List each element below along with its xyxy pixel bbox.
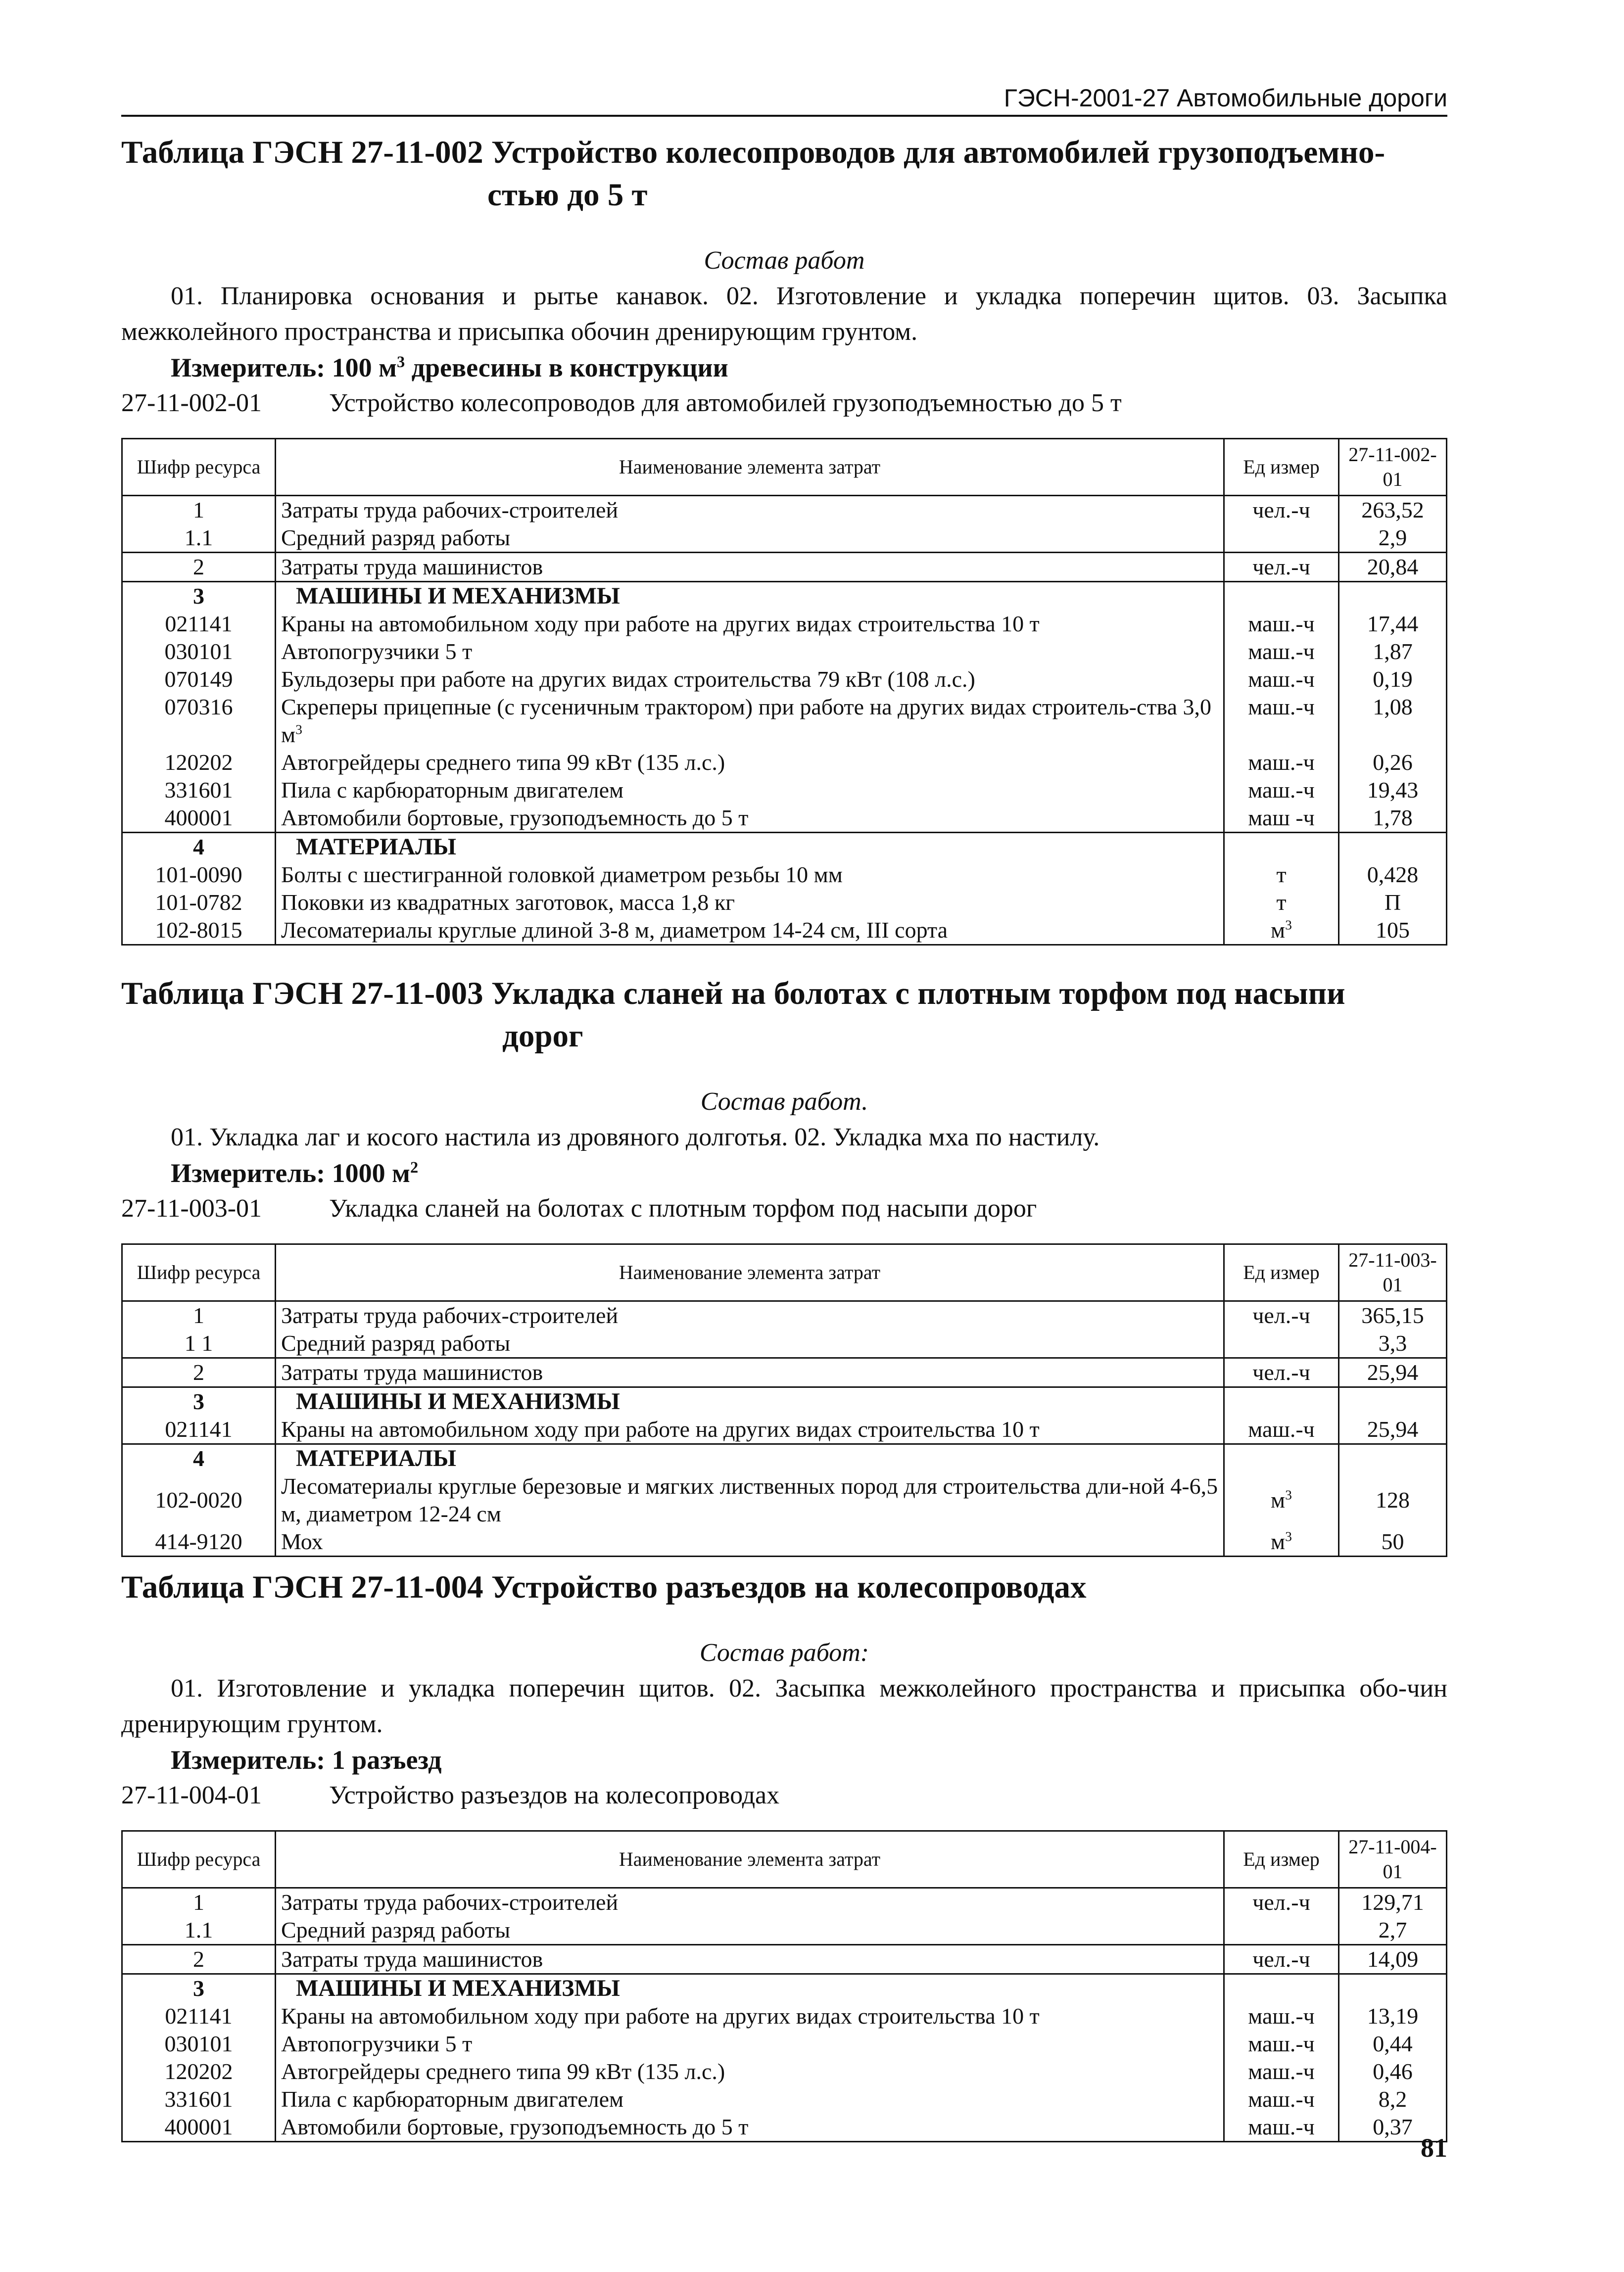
cell-code: 331601 — [122, 2085, 276, 2113]
cell-name: Средний разряд работы — [276, 1916, 1224, 1945]
cell-value: 1,08 — [1339, 693, 1447, 749]
section-title-line1: Таблица ГЭСН 27-11-003 Укладка сланей на болотах с плотным торфом под насыпи — [121, 976, 1345, 1011]
section-title-line2: стью до 5 т — [487, 177, 648, 213]
cell-code: 1 — [122, 1301, 276, 1330]
cell-name: Автомобили бортовые, грузоподъемность до 5 т — [276, 804, 1224, 833]
meter-sup: 2 — [410, 1159, 419, 1177]
cell-value — [1339, 1974, 1447, 2003]
cell-code: 1 1 — [122, 1329, 276, 1358]
cell-code: 070316 — [122, 693, 276, 749]
cell-code: 3 — [122, 1974, 276, 2003]
section-title — [121, 131, 1447, 216]
table-section-27-11-004 — [121, 1566, 1447, 2142]
cell-value: 20,84 — [1339, 553, 1447, 582]
table-section-27-11-003 — [121, 972, 1447, 1557]
cell-name: Пила с карбюраторным двигателем — [276, 2085, 1224, 2113]
cell-code: 400001 — [122, 804, 276, 833]
cell-code: 120202 — [122, 749, 276, 776]
cell-unit: чел.-ч — [1224, 553, 1339, 582]
cell-code: 4 — [122, 1444, 276, 1473]
group-row-materials — [122, 1444, 1447, 1473]
cell-value: 1,78 — [1339, 804, 1447, 833]
cell-unit — [1224, 833, 1339, 861]
norm-line — [121, 1778, 1447, 1813]
cell-value: 1,87 — [1339, 638, 1447, 665]
running-header: ГЭСН-2001-27 Автомобильные дороги — [1003, 84, 1447, 112]
cell-name: Автопогрузчики 5 т — [276, 638, 1224, 665]
cell-unit: маш.-ч — [1224, 2058, 1339, 2085]
cell-unit: чел.-ч — [1224, 1358, 1339, 1387]
header-code: Шифр ресурса — [122, 1831, 276, 1888]
cell-name: Пила с карбюраторным двигателем — [276, 776, 1224, 804]
cell-name: Затраты труда рабочих-строителей — [276, 1301, 1224, 1330]
table-row — [122, 2085, 1447, 2113]
cell-unit: маш.-ч — [1224, 749, 1339, 776]
cell-unit: чел.-ч — [1224, 1888, 1339, 1917]
header-rule — [121, 115, 1447, 117]
meter-rest: древесины в конструкции — [405, 353, 728, 382]
cell-value: 25,94 — [1339, 1416, 1447, 1444]
header-name: Наименование элемента затрат — [276, 1831, 1224, 1888]
cell-name: Автомобили бортовые, грузоподъемность до 5 т — [276, 2113, 1224, 2142]
cell-unit — [1224, 1387, 1339, 1416]
cell-unit: маш.-ч — [1224, 776, 1339, 804]
cell-name: Лесоматериалы круглые длиной 3-8 м, диаметром 14-24 см, III сорта — [276, 916, 1224, 945]
norm-name: Устройство колесопроводов для автомобилей грузоподъемностью до 5 т — [329, 389, 1122, 417]
cell-unit: маш.-ч — [1224, 2085, 1339, 2113]
section-title — [121, 1566, 1447, 1609]
group-row-machines — [122, 582, 1447, 611]
table-row — [122, 638, 1447, 665]
cell-value: 14,09 — [1339, 1945, 1447, 1974]
measurement-unit — [121, 1155, 1447, 1191]
cell-code: 070149 — [122, 665, 276, 693]
cell-unit: маш.-ч — [1224, 2113, 1339, 2142]
unit-text: м — [1271, 1529, 1286, 1554]
cell-name-text: Скреперы прицепные (с гусеничным трактором) при работе на других видах строитель-ства 3,0 м — [281, 694, 1212, 747]
cell-unit — [1224, 524, 1339, 553]
cell-name: Бульдозеры при работе на других видах строительства 79 кВт (108 л.с.) — [276, 665, 1224, 693]
page-number: 81 — [1421, 2133, 1447, 2163]
cell-code: 400001 — [122, 2113, 276, 2142]
table-row — [122, 665, 1447, 693]
table-header-row — [122, 1831, 1447, 1888]
cell-value: П — [1339, 889, 1447, 916]
cell-name: Болты с шестигранной головкой диаметром резьбы 10 мм — [276, 861, 1224, 889]
cell-value: 105 — [1339, 916, 1447, 945]
composition-label: Состав работ: — [699, 1639, 869, 1667]
cell-code: 030101 — [122, 638, 276, 665]
table-row — [122, 1301, 1447, 1330]
cell-code: 030101 — [122, 2030, 276, 2058]
cell-value: 2,7 — [1339, 1916, 1447, 1945]
table-row — [122, 2002, 1447, 2030]
cell-unit — [1224, 1472, 1339, 1528]
header-unit: Ед измер — [1224, 1831, 1339, 1888]
meter-label: Измеритель: 1000 м — [171, 1158, 410, 1188]
composition-label: Состав работ. — [700, 1088, 868, 1116]
cell-unit — [1224, 916, 1339, 945]
cell-unit: маш.-ч — [1224, 1416, 1339, 1444]
cell-code: 1 — [122, 1888, 276, 1917]
table-row — [122, 1416, 1447, 1444]
table-row — [122, 861, 1447, 889]
measurement-unit — [121, 1742, 1447, 1778]
group-title: МАШИНЫ И МЕХАНИЗМЫ — [276, 1387, 1224, 1416]
table-row — [122, 2030, 1447, 2058]
cell-unit: маш.-ч — [1224, 693, 1339, 749]
cell-code: 120202 — [122, 2058, 276, 2085]
cell-value — [1339, 833, 1447, 861]
cell-name: Автопогрузчики 5 т — [276, 2030, 1224, 2058]
unit-sup: 3 — [1285, 1528, 1292, 1544]
cell-name: Поковки из квадратных заготовок, масса 1,8 кг — [276, 889, 1224, 916]
cell-unit: чел.-ч — [1224, 496, 1339, 524]
measurement-unit — [121, 350, 1447, 385]
table-header-row — [122, 439, 1447, 496]
header-norm: 27-11-004-01 — [1339, 1831, 1447, 1888]
resource-table — [121, 438, 1447, 946]
table-row — [122, 1888, 1447, 1917]
header-name: Наименование элемента затрат — [276, 1244, 1224, 1301]
table-row — [122, 749, 1447, 776]
cell-code: 021141 — [122, 2002, 276, 2030]
cell-unit: маш.-ч — [1224, 2002, 1339, 2030]
cell-unit: т — [1224, 889, 1339, 916]
table-row — [122, 2113, 1447, 2142]
table-row — [122, 524, 1447, 553]
cell-unit — [1224, 1329, 1339, 1358]
cell-code: 3 — [122, 1387, 276, 1416]
cell-unit: маш.-ч — [1224, 638, 1339, 665]
cell-code: 1 — [122, 496, 276, 524]
cell-unit: маш.-ч — [1224, 665, 1339, 693]
table-row — [122, 553, 1447, 582]
table-row — [122, 693, 1447, 749]
cell-code: 3 — [122, 582, 276, 611]
cell-value: 17,44 — [1339, 610, 1447, 638]
cell-code: 101-0090 — [122, 861, 276, 889]
unit-sup: 3 — [1285, 1487, 1292, 1503]
norm-line — [121, 385, 1447, 421]
cell-value: 0,44 — [1339, 2030, 1447, 2058]
cell-unit: маш.-ч — [1224, 2030, 1339, 2058]
unit-sup: 3 — [1285, 917, 1292, 933]
norm-code: 27-11-003-01 — [121, 1194, 262, 1223]
cell-code: 2 — [122, 1945, 276, 1974]
header-unit: Ед измер — [1224, 1244, 1339, 1301]
section-title-line1: Таблица ГЭСН 27-11-002 Устройство колесопроводов для автомобилей грузоподъемно- — [121, 135, 1385, 170]
unit-text: м — [1271, 917, 1286, 943]
section-title-line1: Таблица ГЭСН 27-11-004 Устройство разъездов на колесопроводах — [121, 1569, 1087, 1605]
cell-value: 129,71 — [1339, 1888, 1447, 1917]
cell-name: Автогрейдеры среднего типа 99 кВт (135 л.с.) — [276, 749, 1224, 776]
cell-code: 331601 — [122, 776, 276, 804]
cell-unit — [1224, 1916, 1339, 1945]
table-section-27-11-002 — [121, 131, 1447, 946]
group-title: МАШИНЫ И МЕХАНИЗМЫ — [276, 1974, 1224, 2003]
cell-value: 19,43 — [1339, 776, 1447, 804]
table-header-row — [122, 1244, 1447, 1301]
cell-name: Автогрейдеры среднего типа 99 кВт (135 л.с.) — [276, 2058, 1224, 2085]
work-description: 01. Планировка основания и рытье канавок. 02. Изготовление и укладка поперечин щитов. 03. Засыпка межколейного пространства и присыпка обочин дренирующим грунтом. — [121, 282, 1447, 346]
table-row — [122, 2058, 1447, 2085]
cell-value: 0,26 — [1339, 749, 1447, 776]
cell-value: 13,19 — [1339, 2002, 1447, 2030]
cell-name: Лесоматериалы круглые березовые и мягких лиственных пород для строительства дли-ной 4-6,5 м, диаметром 12-24 см — [276, 1472, 1224, 1528]
table-row — [122, 1472, 1447, 1528]
cell-value: 0,46 — [1339, 2058, 1447, 2085]
group-title: МАШИНЫ И МЕХАНИЗМЫ — [276, 582, 1224, 611]
cell-name — [276, 693, 1224, 749]
cell-code: 102-8015 — [122, 916, 276, 945]
unit-text: м — [1271, 1487, 1286, 1513]
header-name: Наименование элемента затрат — [276, 439, 1224, 496]
resource-table — [121, 1830, 1447, 2142]
cell-value: 128 — [1339, 1472, 1447, 1528]
group-row-materials — [122, 833, 1447, 861]
section-title — [121, 972, 1447, 1057]
cell-name: Краны на автомобильном ходу при работе на других видах строительства 10 т — [276, 1416, 1224, 1444]
group-title: МАТЕРИАЛЫ — [276, 833, 1224, 861]
cell-unit: чел.-ч — [1224, 1945, 1339, 1974]
cell-unit — [1224, 1974, 1339, 2003]
cell-unit: маш.-ч — [1224, 610, 1339, 638]
cell-code: 414-9120 — [122, 1528, 276, 1557]
group-row-machines — [122, 1387, 1447, 1416]
cell-unit — [1224, 1444, 1339, 1473]
norm-code: 27-11-002-01 — [121, 389, 262, 417]
meter-sup: 3 — [396, 353, 405, 371]
norm-code: 27-11-004-01 — [121, 1781, 262, 1809]
table-row — [122, 776, 1447, 804]
table-row — [122, 916, 1447, 945]
table-row — [122, 610, 1447, 638]
cell-unit — [1224, 582, 1339, 611]
cell-name-sup: 3 — [295, 721, 302, 737]
cell-name: Затраты труда рабочих-строителей — [276, 1888, 1224, 1917]
cell-value: 0,19 — [1339, 665, 1447, 693]
cell-unit: т — [1224, 861, 1339, 889]
cell-value: 0,37 — [1339, 2113, 1447, 2142]
cell-code: 101-0782 — [122, 889, 276, 916]
cell-value — [1339, 1444, 1447, 1473]
group-row-machines — [122, 1974, 1447, 2003]
section-title-line2: дорог — [502, 1018, 583, 1054]
norm-name: Устройство разъездов на колесопроводах — [329, 1781, 780, 1809]
header-unit: Ед измер — [1224, 439, 1339, 496]
cell-name: Краны на автомобильном ходу при работе на других видах строительства 10 т — [276, 2002, 1224, 2030]
work-description: 01. Укладка лаг и косого настила из дровяного долготья. 02. Укладка мха по настилу. — [171, 1123, 1100, 1151]
cell-value: 8,2 — [1339, 2085, 1447, 2113]
cell-code: 1.1 — [122, 1916, 276, 1945]
resource-table — [121, 1243, 1447, 1557]
cell-name: Краны на автомобильном ходу при работе на других видах строительства 10 т — [276, 610, 1224, 638]
table-row — [122, 1329, 1447, 1358]
cell-code: 021141 — [122, 610, 276, 638]
cell-value: 2,9 — [1339, 524, 1447, 553]
cell-code: 102-0020 — [122, 1472, 276, 1528]
cell-value: 263,52 — [1339, 496, 1447, 524]
composition-label: Состав работ — [704, 246, 865, 275]
norm-line — [121, 1191, 1447, 1227]
cell-name: Затраты труда рабочих-строителей — [276, 496, 1224, 524]
cell-unit — [1224, 1528, 1339, 1557]
meter-label: Измеритель: 100 м — [171, 353, 397, 382]
cell-code: 1.1 — [122, 524, 276, 553]
cell-name: Затраты труда машинистов — [276, 553, 1224, 582]
cell-name: Средний разряд работы — [276, 524, 1224, 553]
cell-value — [1339, 1387, 1447, 1416]
cell-value — [1339, 582, 1447, 611]
cell-name: Средний разряд работы — [276, 1329, 1224, 1358]
table-row — [122, 496, 1447, 524]
cell-value: 25,94 — [1339, 1358, 1447, 1387]
cell-name: Мох — [276, 1528, 1224, 1557]
work-description: 01. Изготовление и укладка поперечин щитов. 02. Засыпка межколейного пространства и присыпка обо-чин дренирующим грунтом. — [121, 1674, 1447, 1738]
table-row — [122, 1528, 1447, 1557]
header-code: Шифр ресурса — [122, 439, 276, 496]
cell-name: Затраты труда машинистов — [276, 1945, 1224, 1974]
cell-unit: маш -ч — [1224, 804, 1339, 833]
norm-name: Укладка сланей на болотах с плотным торфом под насыпи дорог — [329, 1194, 1037, 1223]
cell-code: 021141 — [122, 1416, 276, 1444]
group-title: МАТЕРИАЛЫ — [276, 1444, 1224, 1473]
cell-code: 2 — [122, 1358, 276, 1387]
cell-value: 0,428 — [1339, 861, 1447, 889]
cell-unit: чел.-ч — [1224, 1301, 1339, 1330]
table-row — [122, 804, 1447, 833]
cell-name: Затраты труда машинистов — [276, 1358, 1224, 1387]
meter-label: Измеритель: 1 разъезд — [171, 1745, 442, 1775]
table-row — [122, 1945, 1447, 1974]
cell-value: 50 — [1339, 1528, 1447, 1557]
table-row — [122, 1358, 1447, 1387]
table-row — [122, 889, 1447, 916]
cell-code: 2 — [122, 553, 276, 582]
header-norm: 27-11-003-01 — [1339, 1244, 1447, 1301]
cell-value: 365,15 — [1339, 1301, 1447, 1330]
cell-value: 3,3 — [1339, 1329, 1447, 1358]
cell-code: 4 — [122, 833, 276, 861]
header-code: Шифр ресурса — [122, 1244, 276, 1301]
header-norm: 27-11-002-01 — [1339, 439, 1447, 496]
table-row — [122, 1916, 1447, 1945]
